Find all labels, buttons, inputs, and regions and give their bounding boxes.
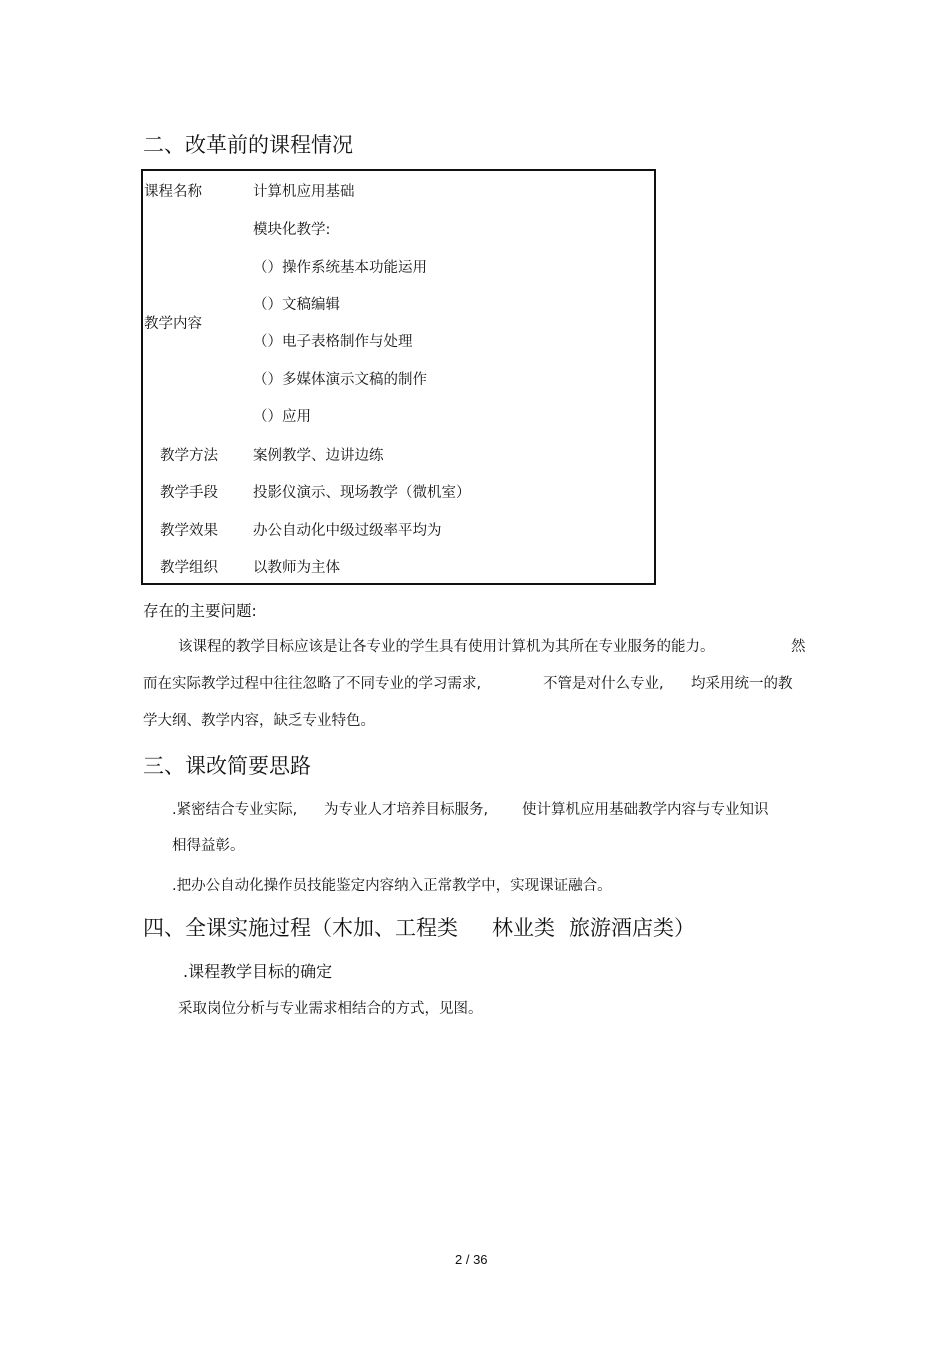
section-heading: 三、课改简要思路: [143, 754, 311, 778]
problems-text: 不管是对什么专业,: [543, 676, 664, 692]
problems-text: 该课程的教学目标应该是让各专业的学生具有使用计算机为其所在专业服务的能力。: [178, 639, 715, 655]
idea-item: 使计算机应用基础教学内容与专业知识: [522, 802, 769, 818]
problems-text: 均采用统一的教: [691, 676, 793, 692]
row-value: 办公自动化中级过级率平均为: [253, 523, 442, 539]
content-item: （）电子表格制作与处理: [253, 334, 413, 350]
idea-item: 相得益彰。: [172, 838, 245, 854]
row-value: 以教师为主体: [253, 560, 340, 576]
content-item: （）文稿编辑: [253, 297, 340, 313]
content-item: 模块化教学:: [253, 222, 331, 238]
content-item: （）应用: [253, 409, 311, 425]
row-label: 教学组织: [160, 560, 218, 576]
row-label: 教学效果: [160, 523, 218, 539]
idea-item: 为专业人才培养目标服务,: [324, 802, 489, 818]
content-item: （）操作系统基本功能运用: [253, 260, 427, 276]
row-value: 案例教学、边讲边练: [253, 448, 384, 464]
subheading: .课程教学目标的确定: [183, 962, 333, 981]
row-label: 教学方法: [160, 448, 218, 464]
section-heading: 旅游酒店类）: [569, 916, 695, 940]
idea-item: .紧密结合专业实际,: [172, 802, 298, 818]
section-heading: 二、改革前的课程情况: [143, 133, 353, 157]
course-name-value: 计算机应用基础: [253, 184, 355, 200]
problems-text: 然: [791, 639, 806, 655]
body-text: 采取岗位分析与专业需求相结合的方式，见图。: [178, 1001, 483, 1017]
content-item: （）多媒体演示文稿的制作: [253, 372, 427, 388]
row-label: 教学手段: [160, 485, 218, 501]
section-heading: 林业类: [492, 916, 555, 940]
section-heading: 四、全课实施过程（木加、工程类: [143, 916, 458, 940]
teaching-content-label: 教学内容: [144, 316, 202, 332]
row-value: 投影仪演示、现场教学（微机室）: [253, 485, 471, 501]
page-number: 2 / 36: [455, 1252, 488, 1267]
course-name-label: 课程名称: [144, 184, 202, 200]
idea-item: .把办公自动化操作员技能鉴定内容纳入正常教学中，实现课证融合。: [172, 878, 612, 894]
problems-title: 存在的主要问题:: [143, 602, 257, 620]
problems-text: 而在实际教学过程中往往忽略了不同专业的学习需求,: [143, 676, 482, 692]
problems-text: 学大纲、教学内容，缺乏专业特色。: [143, 713, 375, 729]
